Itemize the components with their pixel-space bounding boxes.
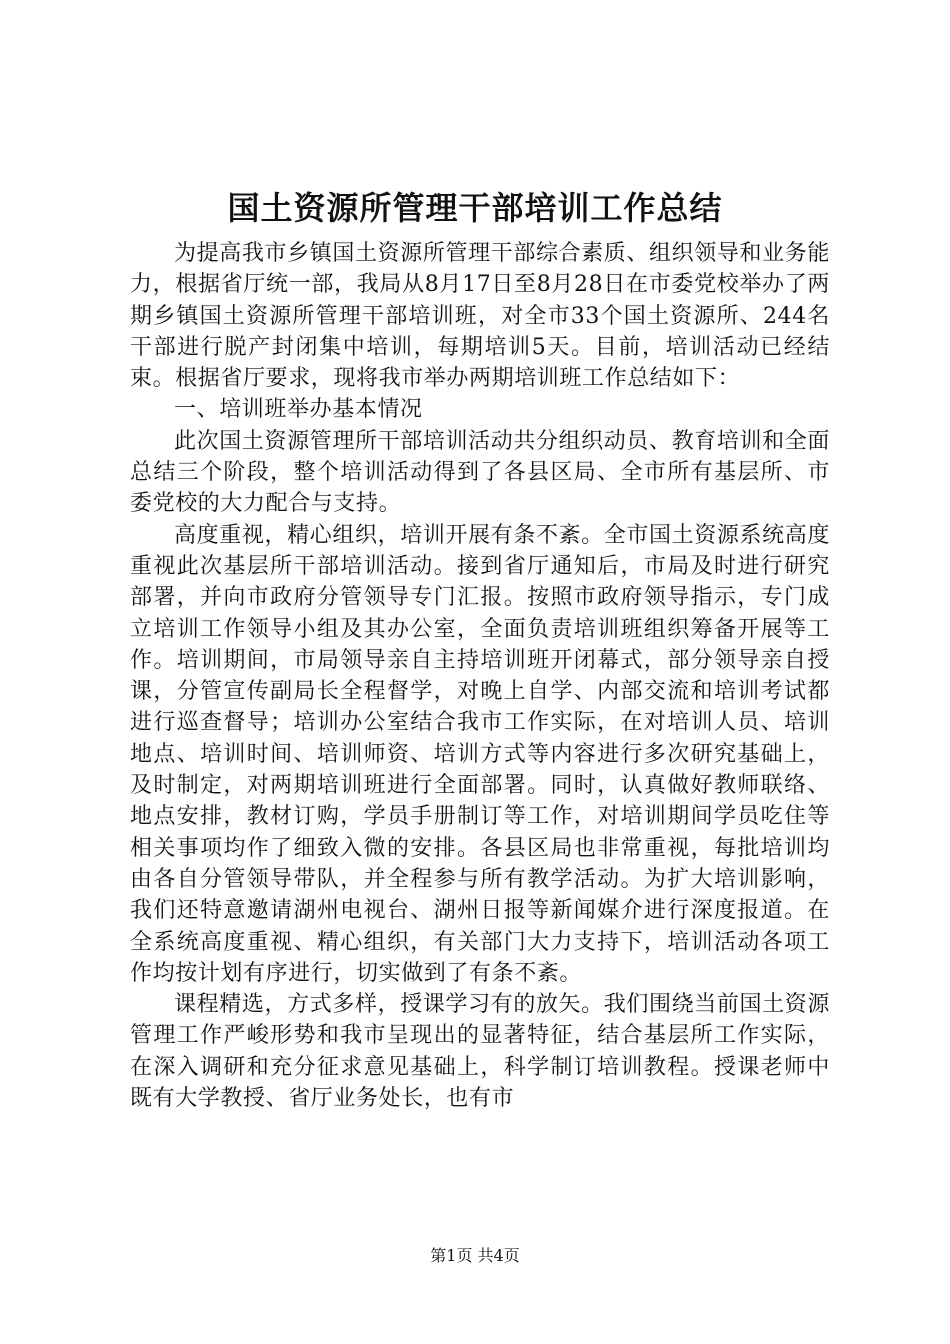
paragraph-organization: 高度重视，精心组织，培训开展有条不紊。全市国土资源系统高度重视此次基层所干部培训活动。接到省厅通知后，市局及时进行研究部署，并向市政府分管领导专门汇报。按照市政府领导指示，专门成立培训工作领导小组及其办公室，全面负责培训班组织筹备开展等工作。培训期间，市局领导亲自主持培训班开闭幕式，部分领导亲自授课，分管宣传副局长全程督学，对晚上自学、内部交流和培训考试都进行巡查督导；培训办公室结合我市工作实际，在对培训人员、培训地点、培训时间、培训师资、培训方式等内容进行多次研究基础上，及时制定，对两期培训班进行全面部署。同时，认真做好教师联络、地点安排，教材订购，学员手册制订等工作，对培训期间学员吃住等相关事项均作了细致入微的安排。各县区局也非常重视，每批培训均由各自分管领导带队，并全程参与所有教学活动。为扩大培训影响，我们还特意邀请湖州电视台、湖州日报等新闻媒介进行深度报道。在全系统高度重视、精心组织，有关部门大力支持下，培训活动各项工作均按计划有序进行，切实做到了有条不紊。 [130, 522, 830, 986]
page-footer: 第1页 共4页 [430, 1246, 520, 1265]
section-heading: 一、培训班举办基本情况 [174, 397, 423, 423]
document-body [130, 238, 830, 1114]
paragraph-overview: 此次国土资源管理所干部培训活动共分组织动员、教育培训和全面总结三个阶段，整个培训活动得到了各县区局、全市所有基层所、市委党校的大力配合与支持。 [130, 428, 830, 517]
paragraph-intro: 为提高我市乡镇国土资源所管理干部综合素质、组织领导和业务能力，根据省厅统一部，我局从8月17日至8月28日在市委党校举办了两期乡镇国土资源所管理干部培训班，对全市33个国土资源所、244名干部进行脱产封闭集中培训，每期培训5天。目前，培训活动已经结束。根据省厅要求，现将我市举办两期培训班工作总结如下： [130, 241, 830, 392]
paragraph-curriculum: 课程精选，方式多样，授课学习有的放矢。我们围绕当前国土资源管理工作严峻形势和我市呈现出的显著特征，结合基层所工作实际，在深入调研和充分征求意见基础上，科学制订培训教程。授课老师中既有大学教授、省厅业务处长，也有市 [130, 992, 830, 1112]
document-title: 国土资源所管理干部培训工作总结 [227, 189, 723, 227]
